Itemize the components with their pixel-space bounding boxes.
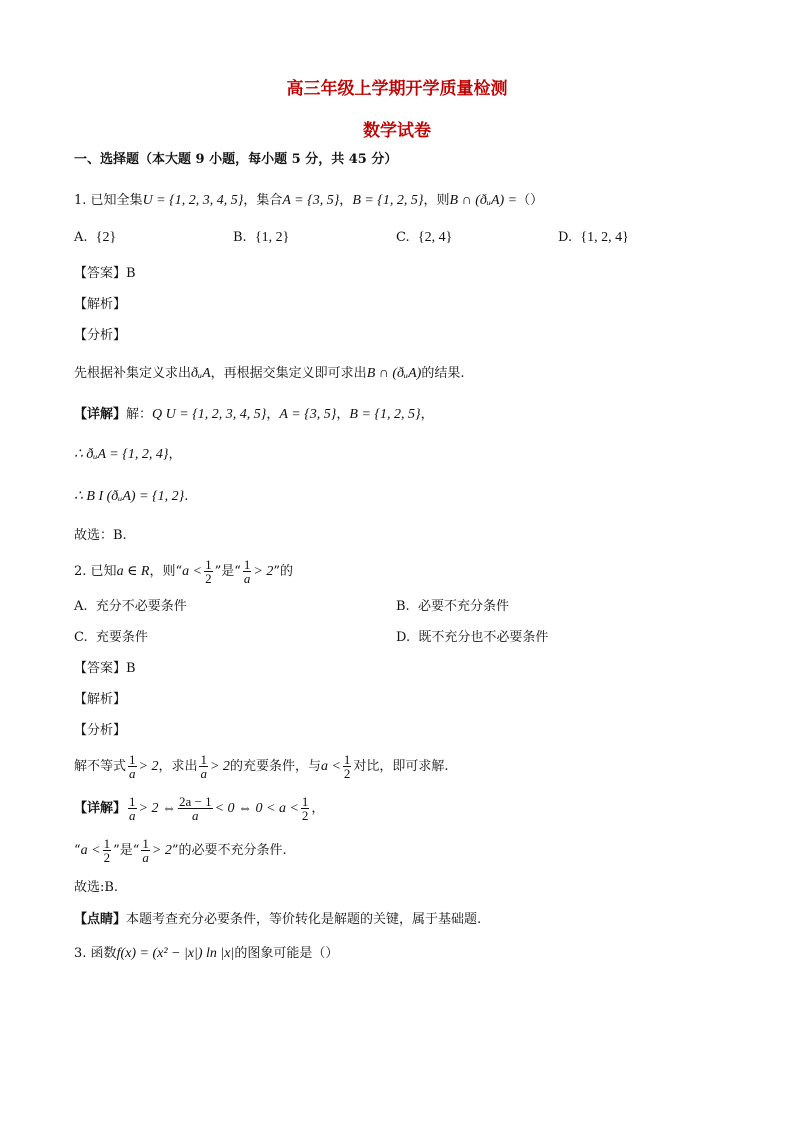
fenxi-text: 解不等式 $\frac{1}{a}$ > 2，求出 $\frac{1}{a}$ > 2的充要条件，与a < $\frac{1}{2}$ 对比，即可求解. <box>74 752 449 781</box>
option-d: D. {1, 2, 4} <box>558 230 629 245</box>
option-b: B. {1, 2} <box>233 230 290 245</box>
section-heading: 一、选择题（本大题 9 小题，每小题 5 分，共 45 分） <box>74 152 398 167</box>
question-3-stem: 3. 函数f(x) = (x² − |x|) ln |x|的图象可能是（） <box>74 946 339 961</box>
answer: 【答案】B <box>74 661 136 676</box>
remark: 【点睛】本题考查充分必要条件，等价转化是解题的关键，属于基础题. <box>74 912 482 927</box>
option-c: C. 充要条件 <box>74 630 148 645</box>
solution-step-1: ∴ ðᵤA = {1, 2, 4}， <box>74 447 182 462</box>
fenxi-text: 先根据补集定义求出ðᵤA，再根据交集定义即可求出B ∩ (ðᵤA)的结果. <box>74 366 465 381</box>
math-expr: B = {1, 2, 5} <box>352 193 424 208</box>
page-subtitle: 数学试卷 <box>363 121 431 141</box>
option-c: C. {2, 4} <box>396 230 453 245</box>
analysis-tag: 【解析】 <box>74 297 127 312</box>
solution-step-2: ∴ B I (ðᵤA) = {1, 2}. <box>74 489 189 504</box>
option-a: A. 充分不必要条件 <box>74 599 187 614</box>
math-expr: U = {1, 2, 3, 4, 5} <box>142 193 244 208</box>
conclusion: 故选:B. <box>74 880 119 895</box>
conclusion: 故选：B. <box>74 528 127 543</box>
option-d: D. 既不充分也不必要条件 <box>396 630 549 645</box>
answer: 【答案】B <box>74 266 136 281</box>
analysis-tag: 【解析】 <box>74 692 127 707</box>
math-expr: A = {3, 5} <box>282 193 340 208</box>
fenxi-tag: 【分析】 <box>74 723 127 738</box>
fenxi-tag: 【分析】 <box>74 328 127 343</box>
detail-text: 【详解】 $\frac{1}{a}$ > 2 ⇔ $\frac{2a - 1}{a}$ < 0 ⇔ 0 < a < $\frac{1}{2}$ ， <box>74 794 325 823</box>
option-b: B. 必要不充分条件 <box>396 599 509 614</box>
math-expr: B ∩ (ðᵤA) = <box>449 193 518 208</box>
option-a: A. {2} <box>74 230 117 245</box>
question-2-stem: 2. 已知a ∈ R，则“a < $\frac{1}{2}$ ”是“ $\frac{1}{a}$ > 2”的 <box>74 557 293 586</box>
question-1-stem: 1. 已知全集U = {1, 2, 3, 4, 5}，集合A = {3, 5}，B = {1, 2, 5}，则B ∩ (ðᵤA) =（） <box>74 193 544 208</box>
question-number: 1. <box>74 193 87 208</box>
detail-text: 【详解】解：Q U = {1, 2, 3, 4, 5}，A = {3, 5}，B = {1, 2, 5}， <box>74 407 434 422</box>
page-title: 高三年级上学期开学质量检测 <box>286 79 508 99</box>
detail-text-2: “a < $\frac{1}{2}$ ”是“ $\frac{1}{a}$ > 2”的必要不充分条件. <box>74 836 287 865</box>
